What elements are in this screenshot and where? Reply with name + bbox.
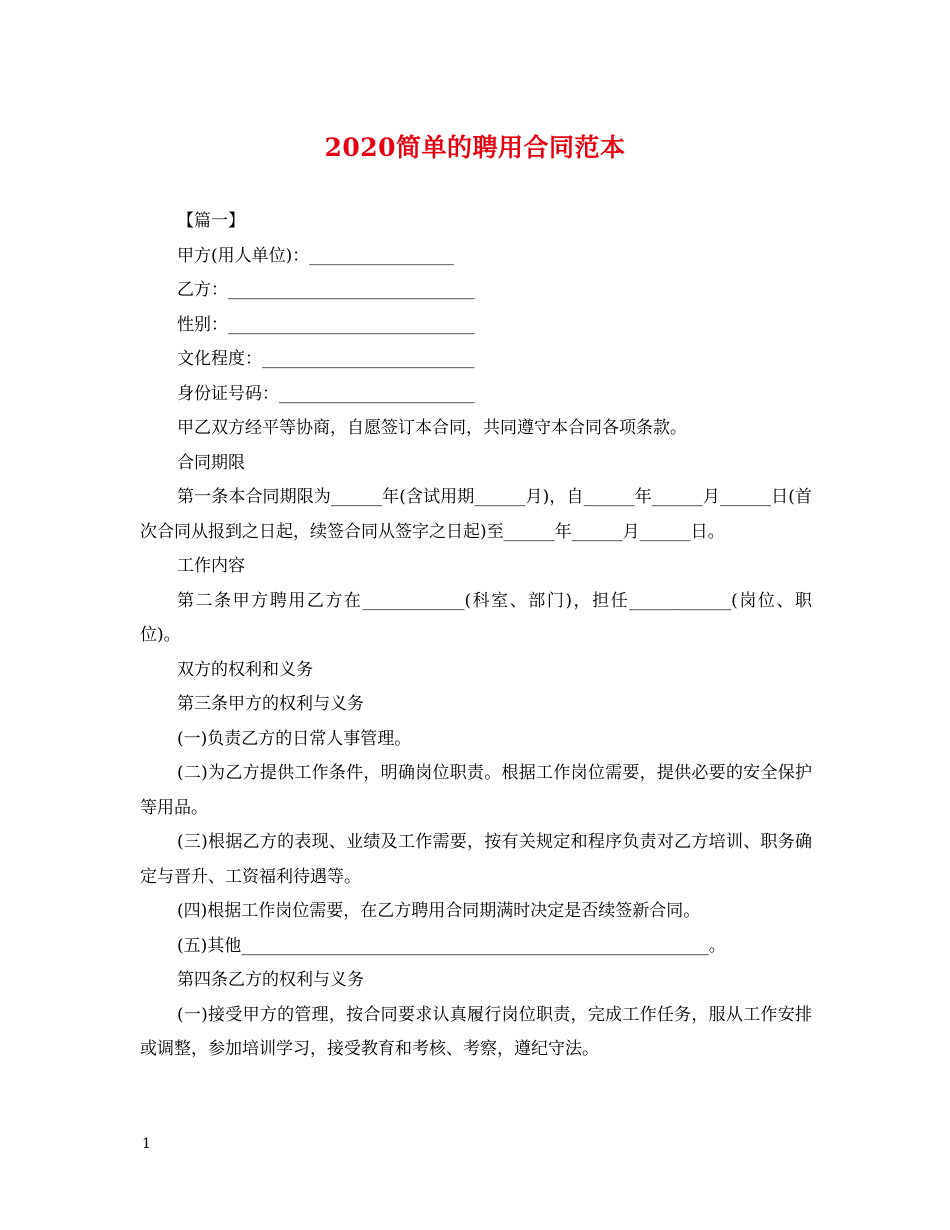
section-heading: 【篇一】 [177,211,245,231]
party-b-field: 乙方：_____________________________ [177,280,475,300]
education-field: 文化程度：_________________________ [177,349,475,369]
article-4-item-1: (一)接受甲方的管理，按合同要求认真履行岗位职责，完成工作任务，服从工作安排或调整，参加培训学习，接受教育和考核、考察，遵纪守法。 [140,1004,812,1059]
page-number: 1 [142,1136,151,1152]
article-3-item-4: (四)根据工作岗位需要，在乙方聘用合同期满时决定是否续签新合同。 [177,901,701,921]
agreement-statement: 甲乙双方经平等协商，自愿签订本合同，共同遵守本合同各项条款。 [177,418,687,438]
heading-rights-duties: 双方的权利和义务 [177,659,313,680]
document-body [140,204,812,1067]
article-2: 第二条甲方聘用乙方在____________(科室、部门)，担任____________(岗位、职位)。 [140,590,812,645]
heading-job-content: 工作内容 [177,556,245,576]
heading-contract-term: 合同期限 [177,452,245,473]
id-number-field: 身份证号码：_______________________ [177,383,475,404]
article-1: 第一条本合同期限为______年(含试用期______月)，自______年______月______日(首次合同从报到之日起，续签合同从签字之日起)至______年______月______日。 [140,487,812,542]
article-4: 第四条乙方的权利与义务 [177,970,364,990]
article-3: 第三条甲方的权利与义务 [177,694,364,714]
party-a-field: 甲方(用人单位)：_________________ [177,245,454,266]
gender-field: 性别：_____________________________ [177,314,475,335]
article-3-item-5: (五)其他_______________________________________________________。 [177,935,726,956]
document-title: 2020简单的聘用合同范本 [324,133,626,162]
article-3-item-2: (二)为乙方提供工作条件，明确岗位职责。根据工作岗位需要，提供必要的安全保护等用品。 [140,763,812,818]
article-3-item-3: (三)根据乙方的表现、业绩及工作需要，按有关规定和程序负责对乙方培训、职务确定与晋升、工资福利待遇等。 [140,832,812,887]
article-3-item-1: (一)负责乙方的日常人事管理。 [177,728,412,749]
